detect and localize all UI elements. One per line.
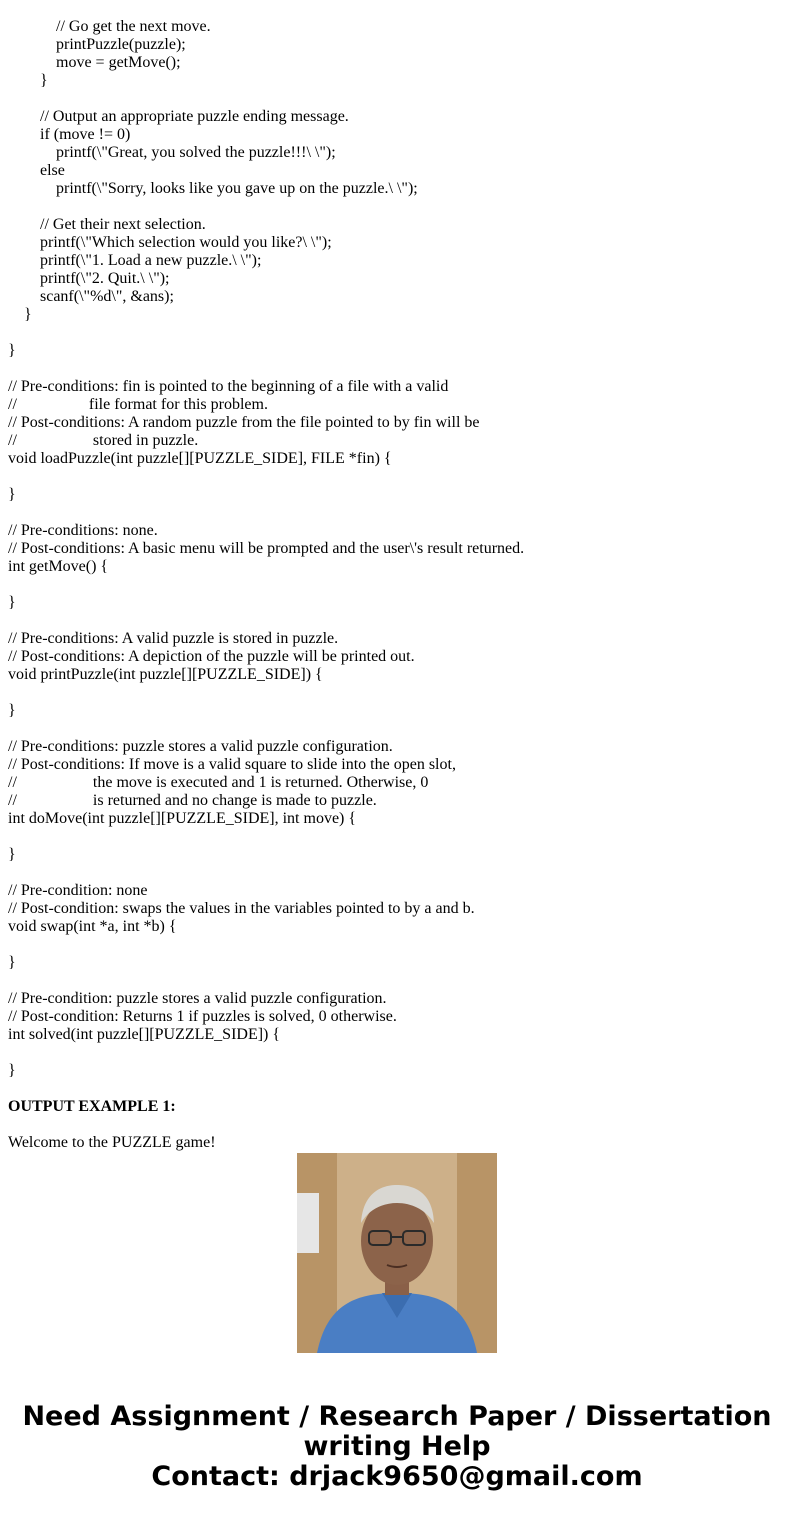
code-line: // file format for this problem. [8, 396, 268, 413]
code-line: // Pre-conditions: fin is pointed to the beginning of a file with a valid [8, 378, 449, 395]
code-line: int solved(int puzzle[][PUZZLE_SIDE]) { [8, 1026, 281, 1043]
code-line: } [8, 594, 16, 611]
code-line: // Post-conditions: If move is a valid square to slide into the open slot, [8, 756, 456, 773]
code-line: // Pre-conditions: puzzle stores a valid puzzle configuration. [8, 738, 393, 755]
code-line: } [8, 342, 16, 359]
code-line: int doMove(int puzzle[][PUZZLE_SIDE], int move) { [8, 810, 357, 827]
code-line: // the move is executed and 1 is returned. Otherwise, 0 [8, 774, 429, 791]
code-line: printf(\"Which selection would you like?\ \"); [8, 234, 332, 251]
code-line: printf(\"1. Load a new puzzle.\ \"); [8, 252, 262, 269]
code-line: // Pre-conditions: none. [8, 522, 158, 539]
code-line: printf(\"Great, you solved the puzzle!!!\ \"); [8, 144, 336, 161]
code-line: printf(\"2. Quit.\ \"); [8, 270, 170, 287]
code-line: // Output an appropriate puzzle ending message. [8, 108, 349, 125]
code-line: Welcome to the PUZZLE game! [8, 1134, 216, 1151]
code-line: // Get their next selection. [8, 216, 206, 233]
code-line: move = getMove(); [8, 54, 181, 71]
code-line: // Pre-condition: none [8, 882, 148, 899]
code-line: } [8, 954, 16, 971]
person-photo-icon [297, 1153, 497, 1353]
code-line: // Go get the next move. [8, 18, 211, 35]
code-line: } [8, 306, 32, 323]
code-line: } [8, 1062, 16, 1079]
section-heading: OUTPUT EXAMPLE 1: [8, 1098, 176, 1115]
banner-line-2: writing Help [303, 1431, 491, 1462]
contact-banner [0, 1402, 794, 1492]
code-line: // Pre-condition: puzzle stores a valid puzzle configuration. [8, 990, 387, 1007]
code-line: if (move != 0) [8, 126, 131, 143]
code-line: // Pre-conditions: A valid puzzle is stored in puzzle. [8, 630, 339, 647]
banner-contact: Contact: drjack9650@gmail.com [151, 1461, 643, 1492]
code-line: scanf(\"%d\", &ans); [8, 288, 174, 305]
banner-line-1: Need Assignment / Research Paper / Dissertation [22, 1401, 772, 1432]
code-line: } [8, 72, 48, 89]
code-line: printPuzzle(puzzle); [8, 36, 186, 53]
code-line: // Post-conditions: A random puzzle from the file pointed to by fin will be [8, 414, 480, 431]
code-line: // Post-conditions: A depiction of the puzzle will be printed out. [8, 648, 415, 665]
code-line: int getMove() { [8, 558, 109, 575]
avatar [297, 1153, 497, 1353]
code-line: printf(\"Sorry, looks like you gave up on the puzzle.\ \"); [8, 180, 418, 197]
code-line: } [8, 702, 16, 719]
code-line: void printPuzzle(int puzzle[][PUZZLE_SIDE]) { [8, 666, 323, 683]
code-line: else [8, 162, 65, 179]
code-line: // Post-condition: Returns 1 if puzzles is solved, 0 otherwise. [8, 1008, 397, 1025]
code-line: // Post-conditions: A basic menu will be prompted and the user\'s result returned. [8, 540, 525, 557]
code-line: // is returned and no change is made to puzzle. [8, 792, 377, 809]
code-line: // stored in puzzle. [8, 432, 199, 449]
code-line: void loadPuzzle(int puzzle[][PUZZLE_SIDE], FILE *fin) { [8, 450, 392, 467]
code-line: } [8, 846, 16, 863]
code-line: } [8, 486, 16, 503]
code-line: // Post-condition: swaps the values in the variables pointed to by a and b. [8, 900, 475, 917]
code-line: void swap(int *a, int *b) { [8, 918, 177, 935]
